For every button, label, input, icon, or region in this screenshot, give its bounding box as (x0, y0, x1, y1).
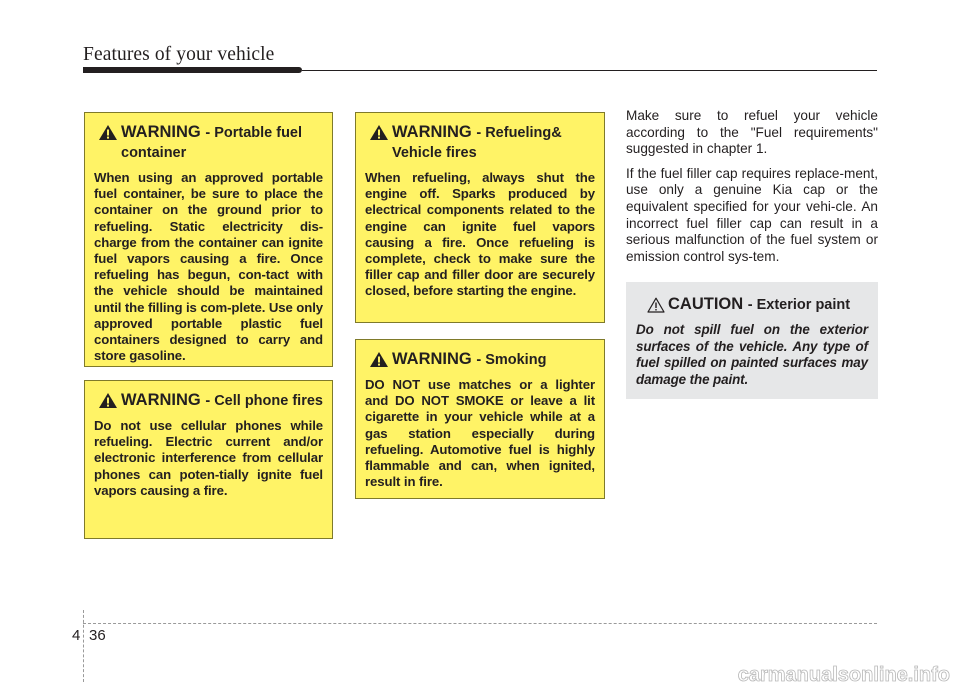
warning-box-portable-fuel (84, 112, 333, 367)
warning-subtitle: - Smoking (476, 352, 547, 368)
warning-title: WARNING (392, 350, 472, 368)
warning-triangle-icon (98, 124, 118, 141)
warning-header (94, 391, 323, 411)
warning-title: WARNING (121, 123, 201, 141)
caution-box-exterior-paint (626, 282, 878, 399)
warning-box-cell-phone (84, 380, 333, 539)
footer-rule (83, 623, 877, 624)
warning-triangle-icon (98, 392, 118, 409)
warning-title: WARNING (121, 391, 201, 409)
warning-header (365, 123, 595, 163)
caution-triangle-icon (647, 297, 665, 313)
watermark-logo (682, 663, 952, 685)
warning-box-refueling-fires (355, 112, 605, 323)
paragraph-filler-cap: If the fuel filler cap requires replace-ment, use only a genuine Kia cap or the equivalent specified for your vehi-cle. An incorrect fuel filler cap can result in a serious malfunction of the fuel system or emission control sys-tem. (626, 165, 878, 264)
warning-triangle-icon (369, 351, 389, 368)
caution-header (636, 295, 868, 315)
warning-subtitle: - Portable fuel container (121, 125, 303, 161)
caution-subtitle: - Exterior paint (747, 297, 851, 313)
chapter-number: 4 (72, 627, 81, 644)
warning-header (94, 123, 323, 163)
warning-header (365, 350, 595, 370)
warning-subtitle: - Refueling& Vehicle fires (392, 125, 562, 161)
warning-title: WARNING (392, 123, 472, 141)
header-rule (302, 70, 877, 71)
warning-subtitle: - Cell phone fires (205, 393, 323, 409)
watermark-text: carmanualsonline.info (737, 664, 950, 685)
paragraph-refuel: Make sure to refuel your vehicle according to the "Fuel requirements" suggested in chapter 1. (626, 108, 878, 157)
warning-body: Do not use cellular phones while refueling. Electric current and/or electronic interference from cellular phones can poten-tially ignite fuel vapors causing a fire. (94, 418, 323, 498)
body-text-column (626, 108, 878, 273)
warning-triangle-icon (369, 124, 389, 141)
footer-separator (83, 610, 84, 682)
warning-body: DO NOT use matches or a lighter and DO NOT SMOKE or leave a lit cigarette in your vehicle while at a gas station especially during refueling. Automotive fuel is highly flammable and can, when ignited, result in fire. (365, 377, 595, 490)
warning-body: When refueling, always shut the engine off. Sparks produced by electrical components related to the engine can ignite fuel vapors causing a fire. Once refueling is complete, check to make sure the filler cap and filler door are securely closed, before starting the engine. (365, 170, 595, 299)
page-number: 36 (89, 627, 106, 644)
caution-body: Do not spill fuel on the exterior surfaces of the vehicle. Any type of fuel spilled on painted surfaces may damage the paint. (636, 322, 868, 387)
warning-box-smoking (355, 339, 605, 499)
page-header-title: Features of your vehicle (83, 44, 275, 65)
warning-body: When using an approved portable fuel container, be sure to place the container on the ground prior to refueling. Static electricity dis-charge from the container can ignite fuel vapors causing a fire. Once refueling has begun, con-tact with the vehicle should be maintained until the filling is com-plete. Use only approved portable plastic fuel containers designed to carry and store gasoline. (94, 170, 324, 364)
caution-title: CAUTION (668, 295, 744, 313)
header-bar (83, 67, 302, 73)
